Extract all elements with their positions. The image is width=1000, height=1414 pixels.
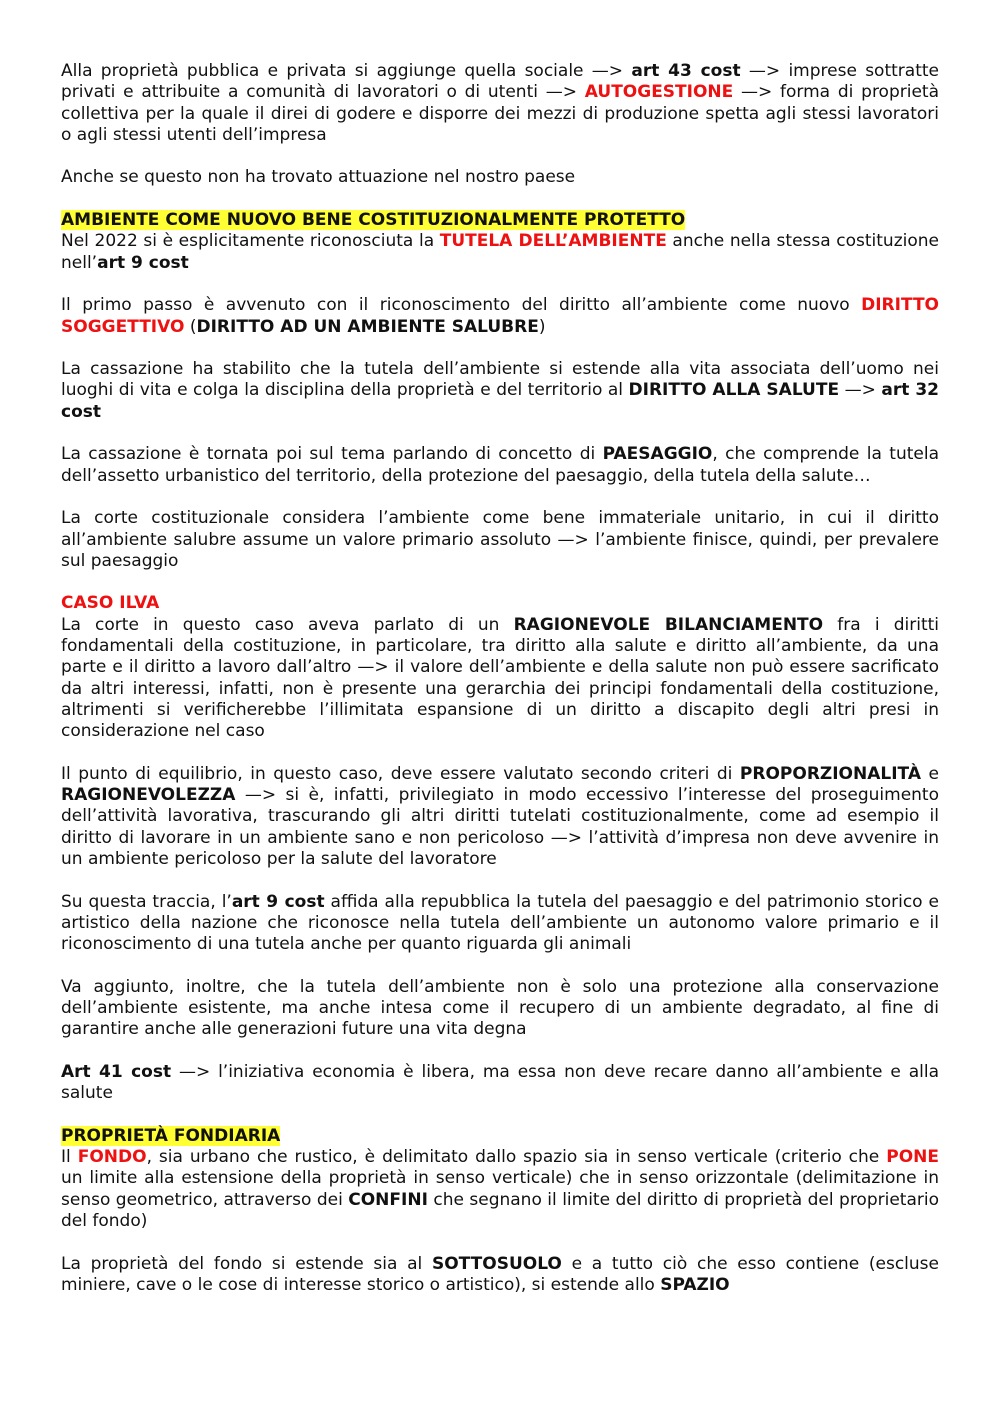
paragraph-fondo: Il FONDO, sia urbano che rustico, è delimitato dallo spazio sia in senso verticale (criterio che PONE un limite alla estensione della proprietà in senso verticale) che in senso orizzontale (delimitazione in senso geometrico, attraverso dei CONFINI che segnano il limite del diritto di proprietà del proprietario del fondo): [61, 1147, 939, 1232]
paragraph-diritto-soggettivo: Il primo passo è avvenuto con il riconoscimento del diritto all’ambiente come nuovo DIRITTO SOGGETTIVO (DIRITTO AD UN AMBIENTE SALUBRE): [61, 295, 939, 337]
term-paesaggio: PAESAGGIO: [602, 444, 713, 465]
term-tutela-ambiente: TUTELA DELL’AMBIENTE: [439, 231, 667, 252]
heading-ambiente: AMBIENTE COME NUOVO BENE COSTITUZIONALMENTE PROTETTO: [61, 210, 686, 231]
paragraph-cassazione-salute: La cassazione ha stabilito che la tutela dell’ambiente si estende alla vita associata dell’uomo nei luoghi di vita e colga la disciplina della proprietà e del territorio al DIRITTO ALLA SALUTE —> art 32 cost: [61, 359, 940, 422]
term-autogestione: AUTOGESTIONE: [584, 82, 734, 103]
term-confini: CONFINI: [348, 1189, 428, 1210]
term-ambiente-salubre: DIRITTO AD UN AMBIENTE SALUBRE: [196, 316, 539, 337]
term-proporzionalita: PROPORZIONALITÀ: [739, 763, 921, 784]
heading-caso-ilva: CASO ILVA: [61, 593, 160, 614]
paragraph-social-property: Alla proprietà pubblica e privata si aggiunge quella sociale —> art 43 cost —> imprese sottratte privati e attribuite a comunità di lavoratori o di utenti —> AUTOGESTIONE —> forma di proprietà collettiva per la quale il direi di godere e disporre dei mezzi di produzione spetta agli stessi lavoratori o agli stessi utenti dell’impresa: [61, 61, 940, 145]
paragraph-bilanciamento: La corte in questo caso aveva parlato di un RAGIONEVOLE BILANCIAMENTO fra i diritti fondamentali della costituzione, in particolare, tra diritto alla salute e diritto all’ambiente, da una parte e il diritto a lavoro dall’altro —> il valore dell’ambiente e della salute non può essere sacrificato da altri interessi, infatti, non è presente una gerarchia dei principi fondamentali della costituzione, altrimenti si verificherebbe l’illimitata espansione di un diritto a discapito degli altri presi in considerazione nel caso: [61, 614, 939, 742]
document-page: [61, 61, 939, 1296]
term-diritto-salute: DIRITTO ALLA SALUTE: [628, 380, 840, 401]
paragraph-paesaggio: La cassazione è tornata poi sul tema parlando di concetto di PAESAGGIO, che comprende la tutela dell’assetto urbanistico del territorio, della protezione del paesaggio, della tutela della salute…: [61, 444, 939, 486]
term-spazio: SPAZIO: [660, 1274, 730, 1295]
ref-art-41: Art 41 cost: [61, 1061, 172, 1082]
term-pone: PONE: [886, 1147, 939, 1168]
paragraph-art-41: Art 41 cost —> l’iniziativa economia è libera, ma essa non deve recare danno all’ambiente e alla salute: [61, 1061, 939, 1104]
term-ragionevole-bilanciamento: RAGIONEVOLE BILANCIAMENTO: [513, 614, 824, 635]
paragraph-equilibrio: Il punto di equilibrio, in questo caso, deve essere valutato secondo criteri di PROPORZIONALITÀ e RAGIONEVOLEZZA —> si è, infatti, privilegiato in modo eccessivo l’interesse del proseguimento dell’attività lavorativa, trascurando gli altri diritti tutelati costituzionalmente, come ad esempio il diritto di lavorare in un ambiente sano e non pericoloso —> l’attività d’impresa non deve avvenire in un ambiente pericoloso per la salute del lavoratore: [61, 763, 939, 869]
ref-art-32: art 32 cost: [61, 380, 940, 422]
ref-art-9: art 9 cost: [97, 252, 189, 273]
paragraph-recupero: Va aggiunto, inoltre, che la tutela dell’ambiente non è solo una protezione alla conservazione dell’ambiente esistente, ma anche intesa come il recupero di un ambiente degradato, al fine di garantire anche alle generazioni future una vita degna: [61, 976, 939, 1040]
term-sottosuolo: SOTTOSUOLO: [431, 1253, 562, 1274]
paragraph-corte-costituzionale: La corte costituzionale considera l’ambiente come bene immateriale unitario, in cui il diritto all’ambiente salubre assume un valore primario assoluto —> l’ambiente finisce, quindi, per prevalere sul paesaggio: [61, 508, 939, 571]
ref-art-43: art 43 cost: [631, 61, 741, 81]
paragraph-not-implemented: Anche se questo non ha trovato attuazione nel nostro paese: [61, 167, 576, 188]
paragraph-art-9: Su questa traccia, l’art 9 cost affida alla repubblica la tutela del paesaggio e del patrimonio storico e artistico della nazione che riconosce nella tutela dell’ambiente un autonomo valore primario e il riconoscimento di una tutela anche per quanto riguarda gli animali: [61, 891, 939, 955]
paragraph-tutela-ambiente: Nel 2022 si è esplicitamente riconosciuta la TUTELA DELL’AMBIENTE anche nella stessa costituzione nell’art 9 cost: [61, 231, 939, 273]
ref-art-9-second: art 9 cost: [231, 891, 325, 912]
term-ragionevolezza: RAGIONEVOLEZZA: [61, 785, 236, 806]
term-diritto-soggettivo: DIRITTO SOGGETTIVO: [61, 295, 939, 337]
heading-proprieta-fondiaria: PROPRIETÀ FONDIARIA: [61, 1125, 281, 1146]
term-fondo: FONDO: [77, 1147, 147, 1168]
paragraph-sottosuolo: La proprietà del fondo si estende sia al SOTTOSUOLO e a tutto ciò che esso contiene (escluse miniere, cave o le cose di interesse storico o artistico), si estende allo SPAZIO: [61, 1253, 939, 1295]
